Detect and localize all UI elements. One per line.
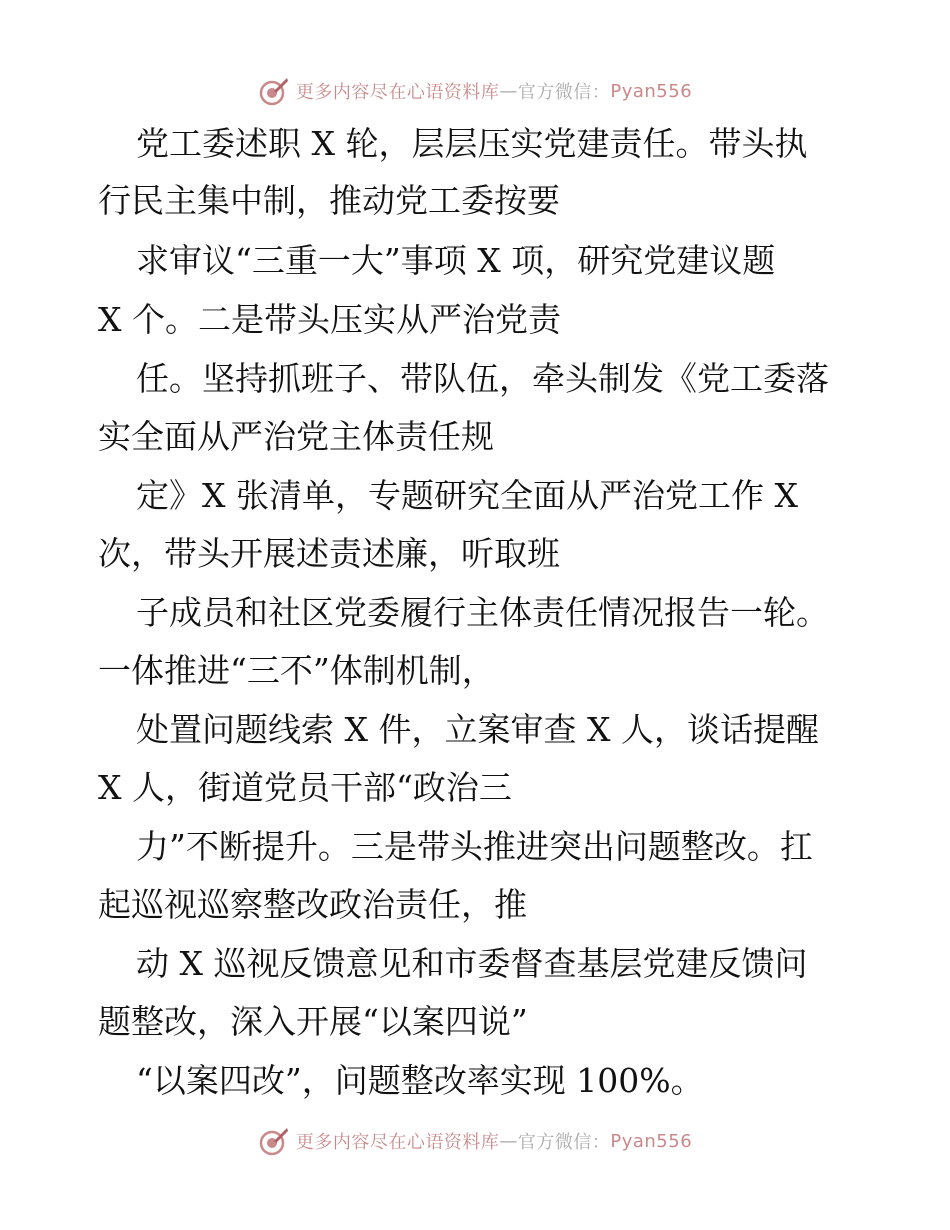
body-line: 次，带头开展述责述廉，听取班 [98, 534, 560, 573]
watermark-wechat-id: Pyan556 [610, 80, 693, 102]
watermark-site-text: 更多内容尽在心语资料库 [295, 82, 500, 103]
body-line: 一体推进“三不”体制机制， [98, 651, 495, 690]
body-line: 起巡视巡察整改政治责任，推 [98, 885, 527, 924]
body-line: X 个。二是带头压实从严治党责 [98, 300, 561, 339]
body-line: 处置问题线索 X 件，立案审查 X 人，谈话提醒 [136, 710, 819, 749]
body-line: 动 X 巡视反馈意见和市委督查基层党建反馈问 [136, 944, 808, 983]
body-line: X 人，街道党员干部“政治三 [98, 768, 512, 807]
body-line: 求审议“三重一大”事项 X 项，研究党建议题 [136, 241, 776, 280]
body-line: 题整改，深入开展“以案四说” [98, 1002, 528, 1041]
body-line: 党工委述职 X 轮，层层压实党建责任。带头执 [136, 124, 808, 163]
watermark-site-text: 更多内容尽在心语资料库 [295, 1132, 500, 1153]
watermark-wechat-label: 官方微信： [517, 1132, 611, 1153]
header-watermark [0, 71, 950, 111]
watermark-wechat-label: 官方微信： [517, 82, 611, 103]
watermark-wechat-id: Pyan556 [610, 1130, 693, 1152]
quill-seal-icon [258, 1125, 290, 1157]
body-line: 子成员和社区党委履行主体责任情况报告一轮。 [136, 593, 829, 632]
body-line: 任。坚持抓班子、带队伍，牵头制发《党工委落 [136, 359, 829, 398]
footer-watermark [0, 1121, 950, 1161]
body-line: “以案四改”，问题整改率实现 100%。 [136, 1061, 704, 1100]
quill-seal-icon [258, 75, 290, 107]
body-line: 实全面从严治党主体责任规 [98, 417, 494, 456]
watermark-dash: — [499, 1130, 518, 1152]
watermark-dash: — [499, 80, 518, 102]
body-line: 行民主集中制，推动党工委按要 [98, 181, 560, 220]
body-line: 力”不断提升。三是带头推进突出问题整改。扛 [136, 827, 813, 866]
body-line: 定》X 张清单，专题研究全面从严治党工作 X [136, 476, 798, 515]
